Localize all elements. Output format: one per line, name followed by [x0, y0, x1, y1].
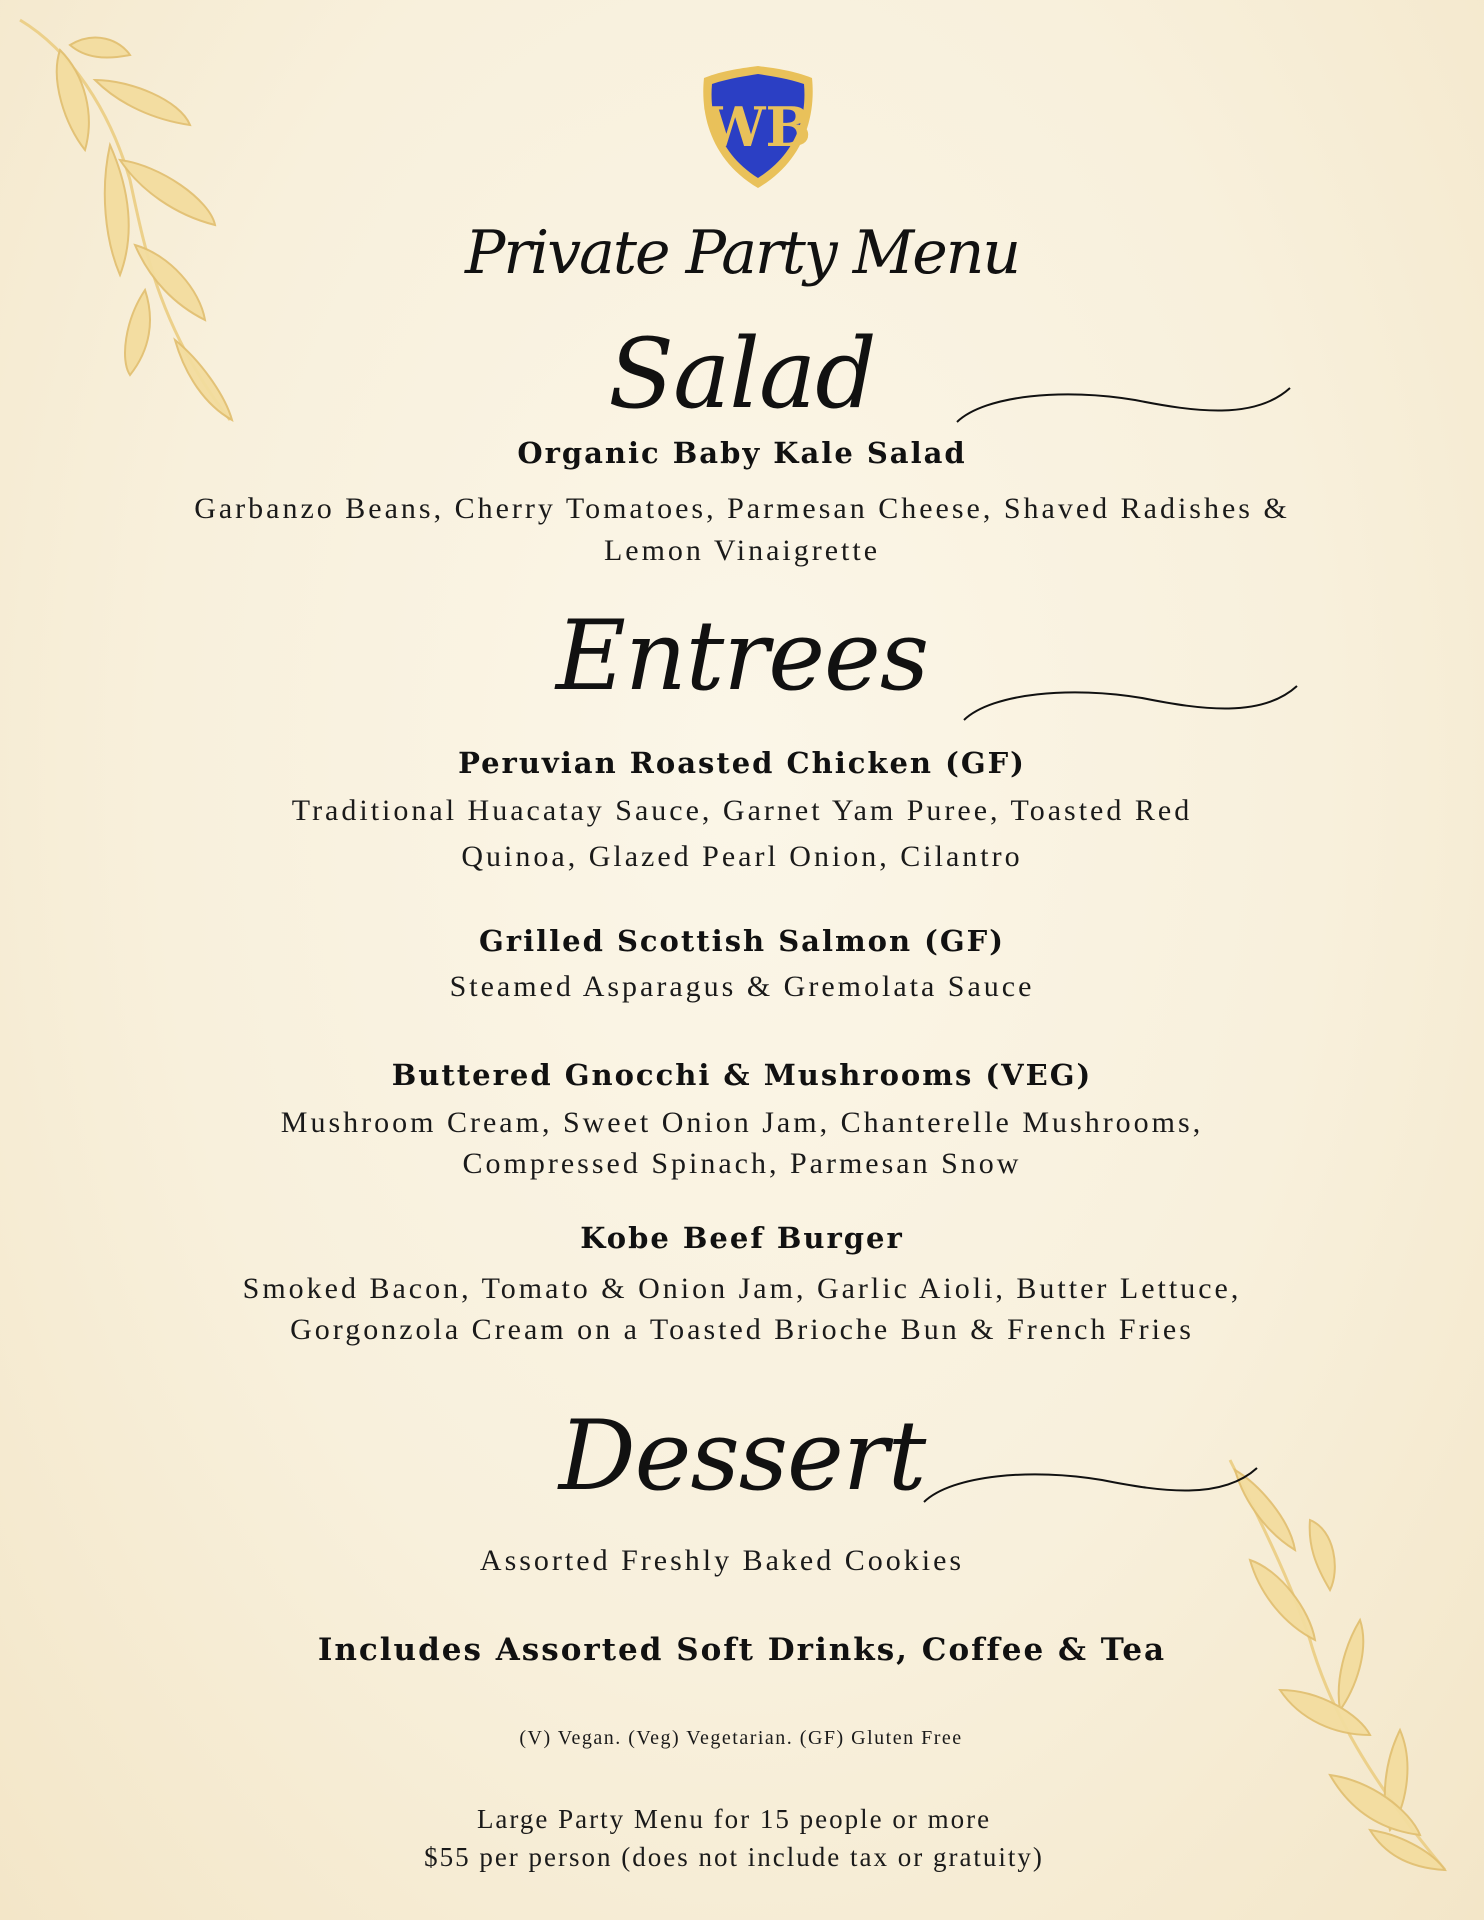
swash-flourish-icon: [962, 678, 1302, 728]
section-heading-salad: Salad: [608, 318, 876, 430]
dietary-legend: (V) Vegan. (Veg) Vegetarian. (GF) Gluten Free: [519, 1727, 963, 1749]
entree-desc-line1: Smoked Bacon, Tomato & Onion Jam, Garlic Aioli, Butter Lettuce,: [242, 1272, 1242, 1305]
entree-name: Peruvian Roasted Chicken (GF): [458, 746, 1026, 780]
entree-name: Grilled Scottish Salmon (GF): [479, 924, 1005, 958]
entree-name: Buttered Gnocchi & Mushrooms (VEG): [391, 1058, 1093, 1092]
entree-desc-line2: Compressed Spinach, Parmesan Snow: [462, 1147, 1022, 1180]
salad-dish-desc-line1: Garbanzo Beans, Cherry Tomatoes, Parmesan Cheese, Shaved Radishes &: [194, 492, 1290, 525]
includes-note: Includes Assorted Soft Drinks, Coffee & Tea: [317, 1632, 1167, 1668]
salad-dish-name: Organic Baby Kale Salad: [517, 436, 967, 470]
salad-dish-desc-line2: Lemon Vinaigrette: [603, 534, 881, 567]
wb-shield-logo-icon: [694, 66, 822, 190]
swash-flourish-icon: [922, 1460, 1262, 1510]
entree-desc-line2: Quinoa, Glazed Pearl Onion, Cilantro: [461, 840, 1023, 873]
swash-flourish-icon: [955, 380, 1295, 430]
section-heading-entrees: Entrees: [555, 600, 929, 712]
section-heading-dessert: Dessert: [558, 1400, 926, 1512]
logo-text: WB: [704, 95, 812, 159]
entree-name: Kobe Beef Burger: [580, 1221, 904, 1255]
footer-line2: $55 per person (does not include tax or gratuity): [424, 1842, 1044, 1872]
entree-desc-line1: Steamed Asparagus & Gremolata Sauce: [449, 970, 1035, 1003]
page-title: Private Party Menu: [464, 218, 1020, 288]
footer-line1: Large Party Menu for 15 people or more: [476, 1804, 992, 1834]
entree-desc-line1: Traditional Huacatay Sauce, Garnet Yam Puree, Toasted Red: [291, 794, 1193, 827]
entree-desc-line1: Mushroom Cream, Sweet Onion Jam, Chanterelle Mushrooms,: [280, 1106, 1204, 1139]
entree-desc-line2: Gorgonzola Cream on a Toasted Brioche Bun & French Fries: [290, 1313, 1194, 1346]
dessert-item: Assorted Freshly Baked Cookies: [479, 1544, 965, 1577]
